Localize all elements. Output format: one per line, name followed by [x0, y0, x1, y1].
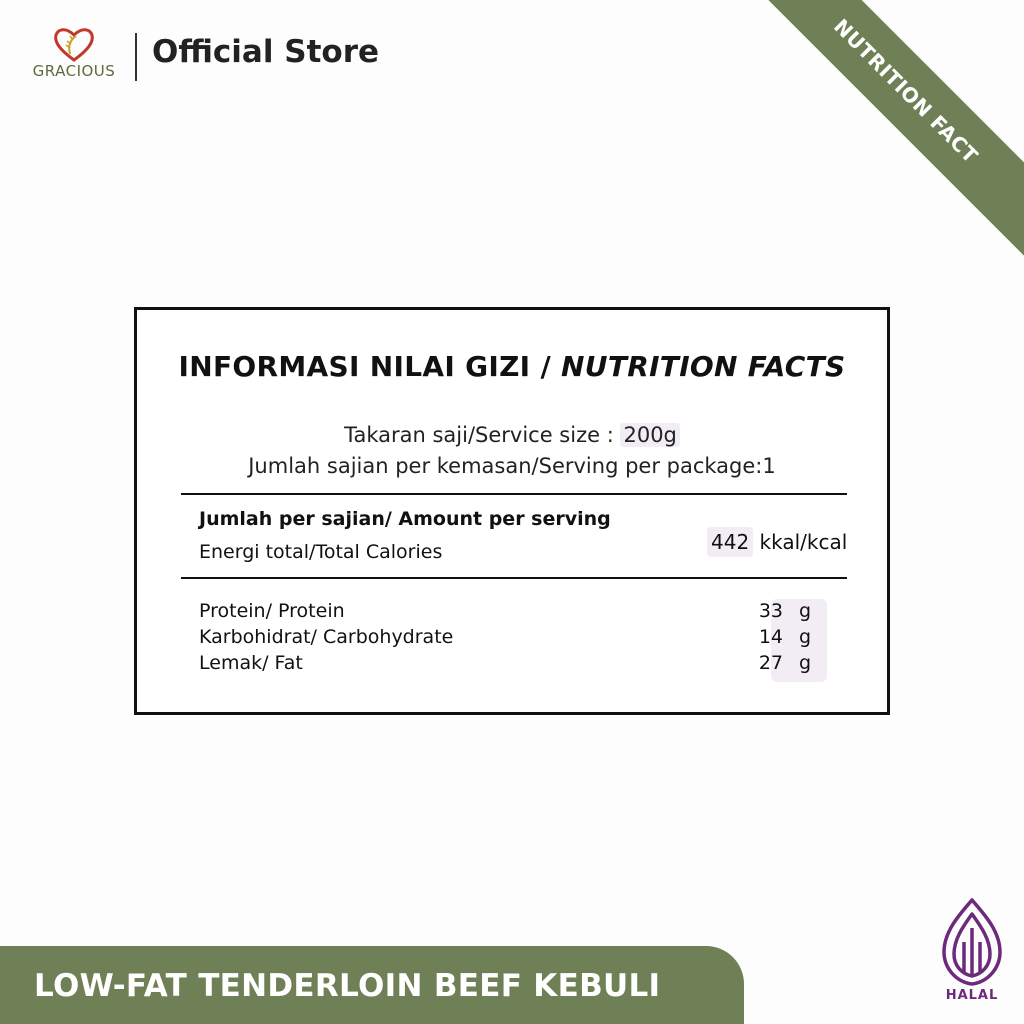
nutrient-label: Protein/ Protein [199, 600, 345, 622]
halal-label: HALAL [945, 988, 999, 1003]
serving-size-value: 200g [620, 423, 679, 447]
divider-rule [181, 577, 847, 579]
nutrition-panel [134, 307, 890, 715]
servings-per-package: Jumlah sajian per kemasan/Serving per package:1 [248, 454, 776, 478]
nutrient-value: 14 [758, 626, 783, 648]
header-divider [135, 33, 137, 81]
nutrient-unit: g [798, 626, 811, 648]
heart-leaf-icon [52, 26, 96, 62]
nutrient-value: 33 [758, 600, 783, 622]
ribbon-label: NUTRITION FACT [829, 14, 983, 168]
nutrient-label: Karbohidrat/ Carbohydrate [199, 626, 454, 648]
nutrient-unit: g [798, 652, 811, 674]
brand-logo [22, 26, 126, 84]
serving-size-label: Takaran saji/Service size : [344, 423, 614, 447]
halal-logo [932, 896, 1012, 1020]
divider-rule [181, 493, 847, 495]
calories-value [707, 530, 847, 554]
nutrient-unit: g [798, 600, 811, 622]
calories-unit: kkal/kcal [759, 530, 848, 554]
panel-title-main: INFORMASI NILAI GIZI / [178, 350, 551, 383]
amount-heading: Jumlah per sajian/ Amount per serving [199, 508, 611, 530]
calories-number: 442 [707, 527, 753, 557]
panel-title-italic: NUTRITION FACTS [561, 350, 846, 383]
serving-info [137, 420, 887, 482]
nutrient-list [199, 600, 855, 678]
halal-indonesia-icon [932, 896, 1012, 988]
calories-label: Energi total/Total Calories [199, 541, 443, 563]
product-name: LOW-FAT TENDERLOIN BEEF KEBULI [34, 968, 661, 1004]
nutrient-row [199, 600, 855, 626]
panel-title [137, 350, 887, 383]
nutrient-row [199, 626, 855, 652]
nutrient-label: Lemak/ Fat [199, 652, 303, 674]
serving-size-line [137, 420, 887, 451]
product-name-bar [0, 946, 744, 1024]
logo-text: GRACIOUS [32, 62, 116, 80]
store-title: Official Store [152, 34, 380, 70]
corner-ribbon [734, 0, 1024, 263]
nutrient-value: 27 [758, 652, 783, 674]
nutrient-row [199, 652, 855, 678]
